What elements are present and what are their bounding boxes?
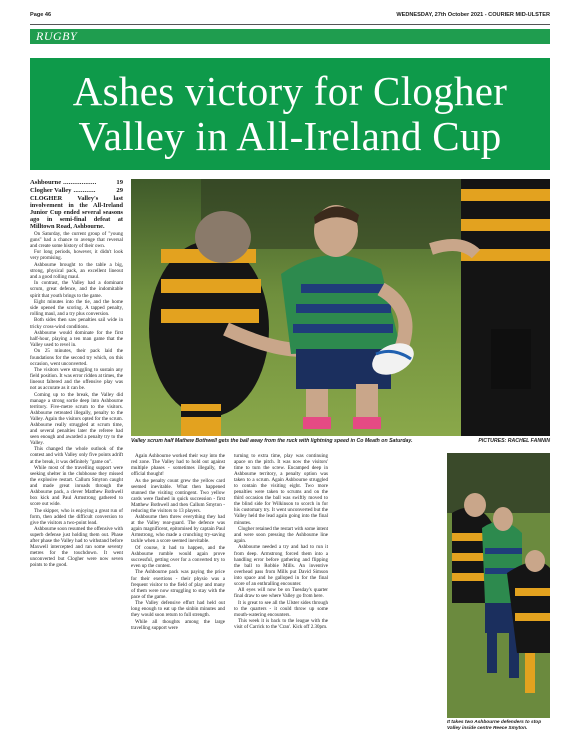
score-leader: .................. [63,179,97,186]
article-paragraph: While all thoughts among the large travelling support were [131,618,225,631]
secondary-photo-caption: It takes two Ashbourne defenders to stop Valley inside centre Reece Smyton. [447,720,542,731]
article-paragraph: The visitors were struggling to sustain any field position. It was error ridden at times, the lineout faltered and the offensive play was not as accurate as it can be. [30,367,123,392]
page-header [30,12,550,24]
article-intro: CLOGHER Valley's last involvement in the All-Ireland Junior Cup ended several seasons ago in semi-final defeat at Milltown Road, Ashbourne. [30,195,123,231]
article-column-2 [131,453,225,723]
article-paragraph: Ashbourne brought to the table a big, strong, physical pack, an excellent lineout and a good rolling maul. [30,261,123,280]
main-photo-caption: Valley scrum half Mathew Bothwell gets the ball away from the ruck with lightning speed in Co Meath on Saturday. [131,438,413,444]
main-photo [131,179,550,436]
main-photo-illustration [131,179,550,436]
score-leader: ............ [73,187,96,194]
article-paragraph: Of course, it had to happen, and the Ashbourne rumble would again prove successful, getting over for a converted try to even up the contest. [131,544,225,570]
article-paragraph: On 25 minutes, their pack laid the foundations for the second try which, on this occasion, went unconverted. [30,348,123,367]
score-points: 19 [116,179,123,186]
article-paragraph: Eight minutes into the tie, and the home side opened the scoring. A tapped penalty, rolling maul, and a try plus conversion. [30,298,123,318]
secondary-photo [447,453,550,718]
score-row [30,179,123,187]
score-points: 29 [116,187,123,194]
article-paragraph: Ashbourne would dominate for the first half-hour, playing a ten man game that the Valley used to revel in. [30,329,123,349]
article-paragraph: turning to extra time, play was continuing apace on the pitch. It was now the visitors' time to turn the screw. Encamped deep in Ashbourne territory, a penalty option was taken to a scrum. Again Ashbourne struggled to contain the visiting eight. Two more penalties were taken to scrums and on the third occasion the ball was swiftly moved to the blind side for Wilkinson to scorch in for his customary try. It went unconverted but the Valley held the lead again going into the final minutes. [234,453,328,526]
article-paragraph: Again Ashbourne worked their way into the red zone. The Valley had to hold out against multiple phases - sometimes illegally, the official thought! [131,453,225,478]
header-rule [30,24,550,25]
article-paragraph: Ashbourne needed a try and had to run it from deep. Armstrong forced them into a handling error before gathering and flipping the ball to Robbie Mills. An inventive overhead pass from Mills put David Simson into space and he galloped in for the final score of an enthralling encounter. [234,544,328,587]
score-team: Clogher Valley [30,187,72,194]
page-number: Page 46 [30,12,52,18]
photo-credit: PICTURES: RACHEL FANNIN [478,438,550,444]
headline-banner [30,58,550,170]
article-paragraph: The Ashbourne pack was paying the price for their exertions - their physio was a frequent visitor to the field of play and many of them were now struggling to stay with the pace of the game. [131,569,225,600]
main-photo-caption-row [131,438,550,447]
dateline: WEDNESDAY, 27th October 2021 - COURIER MID-ULSTER [396,12,550,18]
article-paragraph: While most of the travelling support were seeking shelter in the clubhouse they missed the explosive restart. Callum Smyton caught and made great inroads through the Ashbourne pack, a clever Matthew Bothwell box kick and Paul Armstrong gathered to score out wide. [30,464,123,508]
article-paragraph: Clogher retained the restart with some intent and were soon pressing the Ashbourne line again. [234,525,328,545]
article-paragraph: As the penalty count grew the yellow card seemed inevitable. What then happened stunned the visiting contingent. Two yellow cards were flashed in quick succession - first Matthew Bothwell and then Callum Smyton - reducing the visitors to 13 players. [131,477,225,514]
section-label: RUGBY [36,29,78,43]
article-column-4 [337,453,437,723]
score-team: Ashbourne [30,179,62,186]
score-row [30,187,123,195]
article-column-1 [30,179,123,719]
scoreline [30,179,123,195]
secondary-photo-illustration [447,453,550,718]
article-paragraph: This week it is back to the league with the visit of Carrick to the 'Cran'. Kick off 2.30pm. [234,618,328,631]
article-paragraph: The skipper, who is enjoying a great run of form, then added the difficult conversion to give the visitors a two-point lead. [30,507,123,526]
article-paragraph: On Saturday, the current group of "young guns" had a chance to avenge that reversal and create some history of their own. [30,230,123,249]
article-paragraph: This changed the whole outlook of the contest and with Valley only five points adrift at the break, it was definitely "game on". [30,446,123,465]
article-paragraph: It is great to see all the Ulster sides through to the quarters - it could throw up some mouth-watering encounters. [234,599,328,618]
article-paragraph: Ashbourne then threw everything they had at the Valley rear-guard. The defence was again magnificent, epitomised by captain Paul Armstrong, who made a crunching try-saving tackle when a score seemed inevitable. [131,514,225,545]
article-paragraph: All eyes will now be on Tuesday's quarter final draw to see where Valley go from here. [234,587,328,600]
article-column-3 [234,453,328,723]
article-paragraph: Coming up to the break, the Valley did manage a strong sortie deep into Ashbourne territory. Five-metre scrum to the visitors. Ashbourne retreated illegally, penalty to the Valley. Again the visitors opted for the scrum. Ashbourne really struggled at scrum time, and several penalties later the referee had seen enough and awarded a penalty try to the Valley. [30,391,123,446]
article-paragraph: In contrast, the Valley had a dominant scrum, great defence, and the indomitable spirit that youth brings to the game. [30,280,123,299]
article-paragraph: Ashbourne soon resumed the offensive with superb defense just holding them out. Phase after phase the Valley had to withstand before Maxwell intercepted and ran some seventy metres for the touchdown. It went unconverted but Clogher were now seven points to the good. [30,526,123,569]
article-paragraph: The Valley defensive effort had held out long enough to eat up the sinbin minutes and they would soon return to full strength. [131,600,225,619]
section-banner [30,29,550,44]
article-paragraph: For long periods, however, it didn't look very promising. [30,249,123,262]
article-paragraph: Both sides then saw penalties sail wide in tricky cross-wind conditions. [30,317,123,330]
headline: Ashes victory for Clogher Valley in All-Ireland Cup [72,68,508,159]
